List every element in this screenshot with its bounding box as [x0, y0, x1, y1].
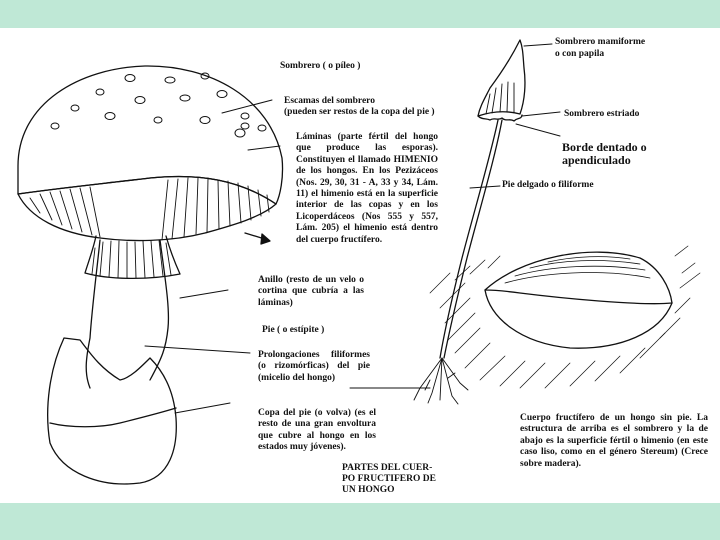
label-estriado: Sombrero estriado [564, 109, 640, 119]
diagram-sheet [0, 28, 720, 503]
bracket-fungus [430, 246, 700, 388]
label-mamiforme-2: o con papila [555, 49, 605, 59]
gills-region [18, 176, 276, 240]
title-line-1: PARTES DEL CUER- [342, 463, 433, 473]
title-line-2: PO FRUCTIFERO DE [342, 474, 436, 484]
mamiform-cap [478, 40, 525, 116]
volva [48, 338, 177, 484]
label-prolongaciones: Prolongaciones filiformes (o rizomórficas) del pie (micelio del hongo) [258, 350, 370, 383]
label-pie: Pie ( o estípite ) [262, 325, 325, 335]
label-escamas-2: (pueden ser restos de la copa del pie ) [284, 107, 435, 117]
label-copa: Copa del pie (o volva) (es el resto de una gran envoltura que cubre al hongo en los estados muy jóvenes). [258, 408, 376, 453]
label-pie-delgado: Pie delgado o filiforme [502, 180, 594, 190]
label-mamiforme-1: Sombrero mamiforme [555, 37, 646, 47]
title-line-3: UN HONGO [342, 485, 395, 495]
label-cuerpo-sin-pie: Cuerpo fructífero de un hongo sin pie. La estructura de arriba es el sombrero y la de abajo es la superficie fértil o himenio (en este caso liso, como en el género Stereum) (Crece sobre madera). [520, 413, 708, 469]
ring-lines [92, 240, 171, 278]
cap-scales [51, 73, 266, 137]
volva-inner [50, 408, 176, 427]
label-sombrero: Sombrero ( o píleo ) [280, 61, 361, 71]
label-anillo: Anillo (resto de un velo o cortina que cubría a las láminas) [258, 275, 364, 308]
label-escamas-1: Escamas del sombrero [284, 96, 375, 106]
label-laminas: Láminas (parte fértil del hongo que produce las esporas). Constituyen el llamado HIMENIO de los hongos. En los Pezizáceos (Nos. 29, 30, 31 - A, 33 y 34, Lám. 11) el himenio está en la superficie interior de las copas y en los Licoperdáceos (Nos 555 y 557, Lám. 205) el himenio está dentro del cuerpo fructífero. [296, 132, 438, 245]
stem-roots [414, 358, 468, 404]
cap-outline [18, 66, 283, 204]
label-borde-1: Borde dentado o [562, 140, 647, 154]
label-borde-2: apendiculado [562, 153, 631, 167]
thin-stem [440, 120, 498, 358]
